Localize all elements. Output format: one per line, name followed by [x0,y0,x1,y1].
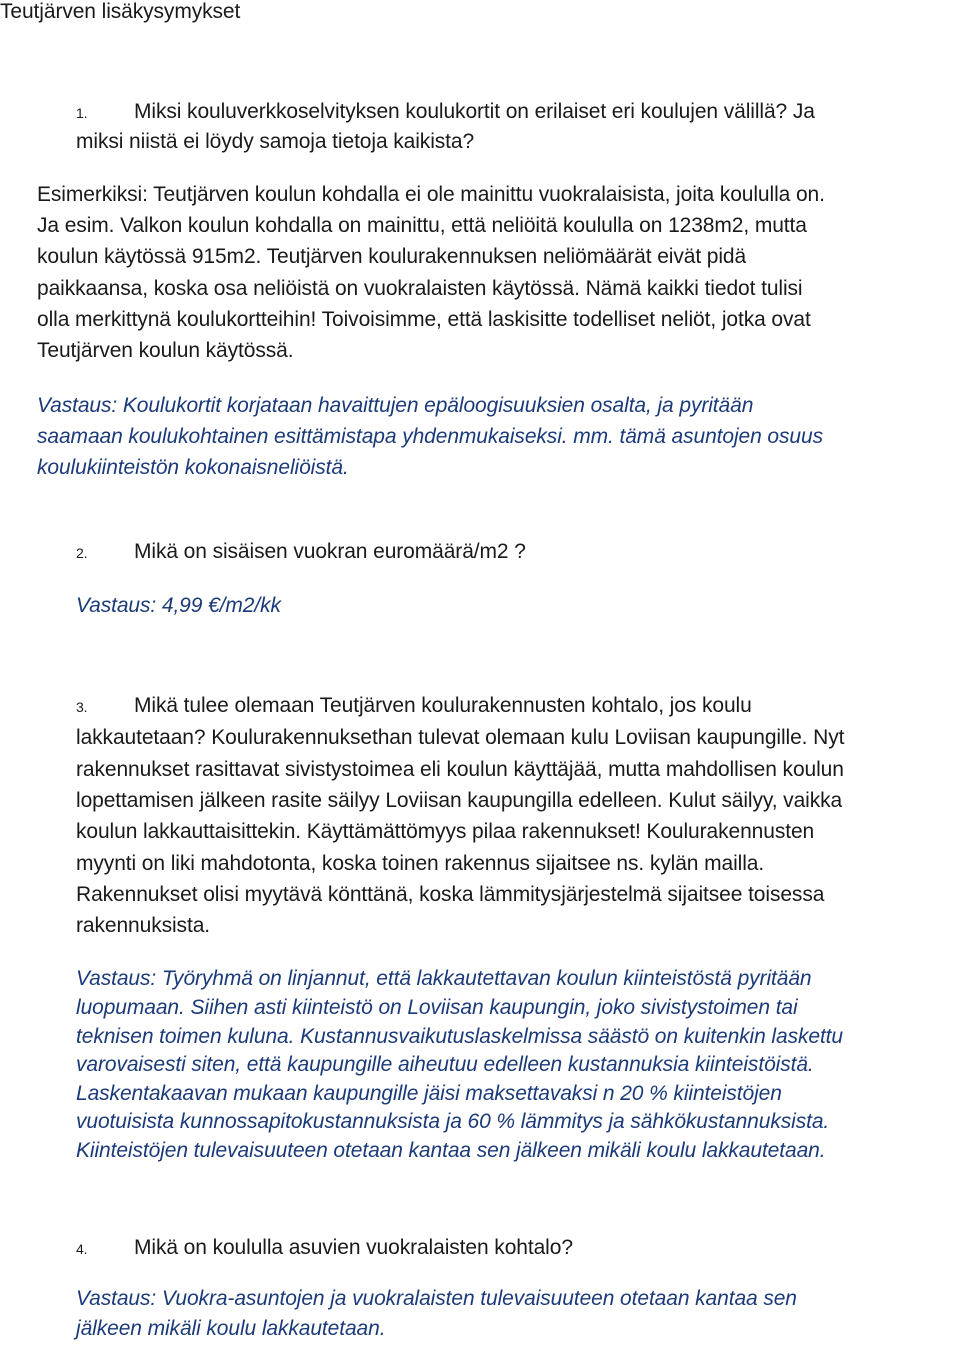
question-number: 3. [76,699,88,715]
answer-line: Vastaus: Koulukortit korjataan havaittujen epäloogisuuksien osalta, ja pyritään [37,394,754,417]
answer-line: Vastaus: Työryhmä on linjannut, että lakkautettavan koulun kiinteistöstä pyritään [76,967,812,990]
answer-line: jälkeen mikäli koulu lakkautetaan. [76,1317,386,1340]
answer-line: saamaan koulukohtainen esittämistapa yhdenmukaiseksi. mm. tämä asuntojen osuus [37,425,823,448]
text-line: rakennukset rasittavat sivistystoimea eli koulun käyttäjää, mutta mahdollisen koulun [76,758,844,781]
question-number: 1. [76,105,88,121]
answer-2: Vastaus: 4,99 €/m2/kk [76,594,281,617]
question-3 [76,691,752,723]
text-line: olla merkittynä koulukortteihin! Toivoisimme, että laskisitte todelliset neliöt, jotka ovat [37,308,811,331]
text-line: koulun käytössä 915m2. Teutjärven koulurakennuksen neliömäärät eivät pidä [37,245,747,268]
answer-line: luopumaan. Siihen asti kiinteistö on Loviisan kaupungin, joko sivistystoimen tai [76,996,798,1019]
question-text: Miksi kouluverkkoselvityksen koulukortit on erilaiset eri koulujen välillä? Ja [134,100,815,123]
answer-line: Vastaus: Vuokra-asuntojen ja vuokralaisten tulevaisuuteen otetaan kantaa sen [76,1287,797,1310]
text-line: koulun lakkauttaisittekin. Käyttämättömyys pilaa rakennukset! Koulurakennusten [76,820,815,843]
page-title: Teutjärven lisäkysymykset [0,0,241,23]
text-line: rakennuksista. [76,914,211,937]
answer-line: vuotuisista kunnossapitokustannuksista ja 60 % lämmitys ja sähkökustannuksista. [76,1110,830,1133]
text-line: paikkaansa, koska osa neliöistä on vuokralaisten käytössä. Nämä kaikki tiedot tulisi [37,277,803,300]
text-line: Teutjärven koulun käytössä. [37,339,294,362]
question-text: Mikä on sisäisen vuokran euromäärä/m2 ? [134,540,526,563]
question-4 [76,1233,573,1265]
answer-line: Laskentakaavan mukaan kaupungille jäisi maksettavaksi n 20 % kiinteistöjen [76,1082,782,1105]
text-line: Esimerkiksi: Teutjärven koulun kohdalla ei ole mainittu vuokralaisista, joita koululla on. [37,183,825,206]
answer-line: varovaisesti siten, että kaupungille aiheutuu edelleen kustannuksia kiinteistöistä. [76,1053,814,1076]
text-line: lakkautetaan? Koulurakennuksethan tulevat olemaan kulu Loviisan kaupungille. Nyt [76,726,845,749]
question-number: 4. [76,1241,88,1257]
text-line: myynti on liki mahdotonta, koska toinen rakennus sijaitsee ns. kylän mailla. [76,852,765,875]
question-text: Mikä on koululla asuvien vuokralaisten kohtalo? [134,1236,573,1259]
question-text: Mikä tulee olemaan Teutjärven koulurakennusten kohtalo, jos koulu [134,694,752,717]
question-2 [76,537,526,569]
text-line: lopettamisen jälkeen rasite säilyy Loviisan kaupungilla edelleen. Kulut säilyy, vaikka [76,789,843,812]
question-text-line: miksi niistä ei löydy samoja tietoja kaikista? [76,130,475,153]
text-line: Ja esim. Valkon koulun kohdalla on mainittu, että neliöitä koululla on 1238m2, mutta [37,214,807,237]
answer-line: koulukiinteistön kokonaisneliöistä. [37,456,349,479]
answer-line: Kiinteistöjen tulevaisuuteen otetaan kantaa sen jälkeen mikäli koulu lakkautetaan. [76,1139,826,1162]
answer-line: teknisen toimen kuluna. Kustannusvaikutuslaskelmissa säästö on kuitenkin laskettu [76,1025,843,1048]
question-1 [76,97,815,129]
text-line: Rakennukset olisi myytävä könttänä, koska lämmitysjärjestelmä sijaitsee toisessa [76,883,825,906]
question-number: 2. [76,545,88,561]
